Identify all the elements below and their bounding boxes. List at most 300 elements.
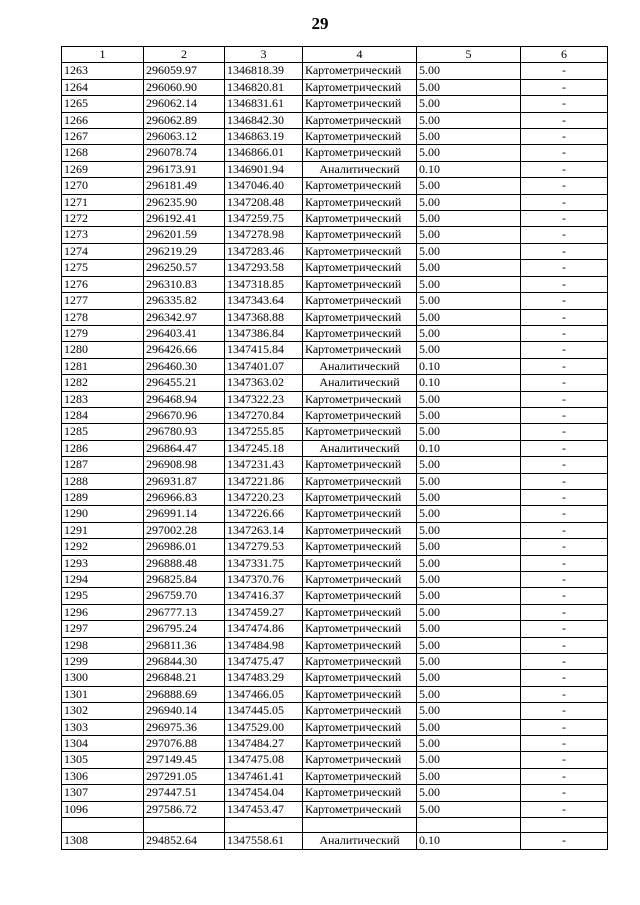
accuracy-cell: 5.00: [417, 309, 521, 325]
x-coordinate-cell: 296062.89: [144, 112, 225, 128]
description-cell: -: [521, 407, 608, 423]
point-number-cell: 1096: [62, 801, 144, 817]
y-coordinate-cell: 1347293.58: [225, 260, 303, 276]
y-coordinate-cell: 1347283.46: [225, 243, 303, 259]
accuracy-cell: 5.00: [417, 555, 521, 571]
description-cell: -: [521, 161, 608, 177]
description-cell: [521, 818, 608, 833]
point-number-cell: 1264: [62, 79, 144, 95]
x-coordinate-cell: 296986.01: [144, 539, 225, 555]
x-coordinate-cell: 296825.84: [144, 572, 225, 588]
accuracy-cell: 5.00: [417, 145, 521, 161]
description-cell: -: [521, 129, 608, 145]
accuracy-cell: 5.00: [417, 407, 521, 423]
description-cell: -: [521, 539, 608, 555]
description-cell: -: [521, 833, 608, 849]
description-cell: -: [521, 752, 608, 768]
table-row: [62, 833, 608, 849]
header-cell-5: 5: [417, 47, 521, 63]
accuracy-cell: 5.00: [417, 719, 521, 735]
y-coordinate-cell: 1347483.29: [225, 670, 303, 686]
x-coordinate-cell: 296468.94: [144, 391, 225, 407]
point-number-cell: 1292: [62, 539, 144, 555]
point-number-cell: 1297: [62, 621, 144, 637]
method-cell: Картометрический: [303, 342, 417, 358]
method-cell: Картометрический: [303, 654, 417, 670]
y-coordinate-cell: 1347459.27: [225, 604, 303, 620]
description-cell: -: [521, 391, 608, 407]
accuracy-cell: 5.00: [417, 457, 521, 473]
y-coordinate-cell: 1347445.05: [225, 703, 303, 719]
header-cell-3: 3: [225, 47, 303, 63]
method-cell: Картометрический: [303, 621, 417, 637]
table-row: [62, 260, 608, 276]
method-cell: Картометрический: [303, 736, 417, 752]
x-coordinate-cell: 297002.28: [144, 522, 225, 538]
table-row: [62, 424, 608, 440]
y-coordinate-cell: 1347226.66: [225, 506, 303, 522]
x-coordinate-cell: 296250.57: [144, 260, 225, 276]
table-row: [62, 654, 608, 670]
accuracy-cell: 5.00: [417, 572, 521, 588]
description-cell: -: [521, 686, 608, 702]
point-number-cell: 1268: [62, 145, 144, 161]
method-cell: Картометрический: [303, 145, 417, 161]
description-cell: -: [521, 227, 608, 243]
method-cell: Картометрический: [303, 588, 417, 604]
method-cell: Картометрический: [303, 276, 417, 292]
x-coordinate-cell: 296078.74: [144, 145, 225, 161]
accuracy-cell: 5.00: [417, 473, 521, 489]
point-number-cell: 1301: [62, 686, 144, 702]
y-coordinate-cell: 1346866.01: [225, 145, 303, 161]
table-row: [62, 785, 608, 801]
method-cell: Картометрический: [303, 424, 417, 440]
point-number-cell: 1289: [62, 489, 144, 505]
accuracy-cell: 5.00: [417, 588, 521, 604]
x-coordinate-cell: 296335.82: [144, 293, 225, 309]
point-number-cell: 1303: [62, 719, 144, 735]
table-row: [62, 325, 608, 341]
method-cell: Картометрический: [303, 686, 417, 702]
method-cell: Аналитический: [303, 161, 417, 177]
accuracy-cell: 5.00: [417, 785, 521, 801]
y-coordinate-cell: 1347318.85: [225, 276, 303, 292]
method-cell: Картометрический: [303, 227, 417, 243]
accuracy-cell: 5.00: [417, 522, 521, 538]
x-coordinate-cell: 296864.47: [144, 440, 225, 456]
point-number-cell: 1272: [62, 211, 144, 227]
accuracy-cell: 5.00: [417, 293, 521, 309]
y-coordinate-cell: 1347278.98: [225, 227, 303, 243]
table-row: [62, 440, 608, 456]
x-coordinate-cell: 296219.29: [144, 243, 225, 259]
accuracy-cell: 5.00: [417, 260, 521, 276]
x-coordinate-cell: 296455.21: [144, 375, 225, 391]
table-row: [62, 211, 608, 227]
accuracy-cell: 5.00: [417, 112, 521, 128]
table-row: [62, 457, 608, 473]
y-coordinate-cell: 1347416.37: [225, 588, 303, 604]
x-coordinate-cell: 296888.69: [144, 686, 225, 702]
description-cell: -: [521, 473, 608, 489]
point-number-cell: 1271: [62, 194, 144, 210]
method-cell: Картометрический: [303, 473, 417, 489]
accuracy-cell: 5.00: [417, 227, 521, 243]
point-number-cell: 1287: [62, 457, 144, 473]
x-coordinate-cell: 296460.30: [144, 358, 225, 374]
description-cell: -: [521, 63, 608, 79]
point-number-cell: 1269: [62, 161, 144, 177]
point-number-cell: 1306: [62, 768, 144, 784]
description-cell: -: [521, 670, 608, 686]
y-coordinate-cell: 1347368.88: [225, 309, 303, 325]
description-cell: -: [521, 145, 608, 161]
method-cell: Картометрический: [303, 96, 417, 112]
accuracy-cell: 5.00: [417, 752, 521, 768]
accuracy-cell: 5.00: [417, 670, 521, 686]
x-coordinate-cell: 296759.70: [144, 588, 225, 604]
point-number-cell: 1285: [62, 424, 144, 440]
method-cell: Картометрический: [303, 752, 417, 768]
accuracy-cell: 0.10: [417, 358, 521, 374]
accuracy-cell: 5.00: [417, 129, 521, 145]
table-row: [62, 637, 608, 653]
y-coordinate-cell: 1347270.84: [225, 407, 303, 423]
y-coordinate-cell: 1347231.43: [225, 457, 303, 473]
accuracy-cell: 5.00: [417, 276, 521, 292]
description-cell: -: [521, 522, 608, 538]
description-cell: -: [521, 243, 608, 259]
method-cell: Аналитический: [303, 358, 417, 374]
table-row: [62, 375, 608, 391]
description-cell: -: [521, 736, 608, 752]
y-coordinate-cell: 1347558.61: [225, 833, 303, 849]
description-cell: -: [521, 440, 608, 456]
accuracy-cell: 5.00: [417, 654, 521, 670]
table-row: [62, 736, 608, 752]
description-cell: -: [521, 375, 608, 391]
x-coordinate-cell: 297291.05: [144, 768, 225, 784]
description-cell: -: [521, 178, 608, 194]
table-row: [62, 621, 608, 637]
y-coordinate-cell: 1347461.41: [225, 768, 303, 784]
description-cell: -: [521, 506, 608, 522]
y-coordinate-cell: 1346820.81: [225, 79, 303, 95]
x-coordinate-cell: 296181.49: [144, 178, 225, 194]
method-cell: Картометрический: [303, 768, 417, 784]
method-cell: Картометрический: [303, 637, 417, 653]
method-cell: Картометрический: [303, 407, 417, 423]
x-coordinate-cell: 296975.36: [144, 719, 225, 735]
method-cell: Картометрический: [303, 293, 417, 309]
point-number-cell: 1308: [62, 833, 144, 849]
y-coordinate-cell: 1347279.53: [225, 539, 303, 555]
header-cell-4: 4: [303, 47, 417, 63]
y-coordinate-cell: 1347484.98: [225, 637, 303, 653]
x-coordinate-cell: 296844.30: [144, 654, 225, 670]
accuracy-cell: 5.00: [417, 801, 521, 817]
accuracy-cell: 5.00: [417, 342, 521, 358]
description-cell: -: [521, 637, 608, 653]
table-row: [62, 227, 608, 243]
y-coordinate-cell: 1347331.75: [225, 555, 303, 571]
description-cell: -: [521, 719, 608, 735]
method-cell: Картометрический: [303, 309, 417, 325]
table-row: [62, 489, 608, 505]
x-coordinate-cell: 296235.90: [144, 194, 225, 210]
x-coordinate-cell: 296670.96: [144, 407, 225, 423]
x-coordinate-cell: 296403.41: [144, 325, 225, 341]
point-number-cell: 1273: [62, 227, 144, 243]
accuracy-cell: 5.00: [417, 703, 521, 719]
accuracy-cell: 5.00: [417, 96, 521, 112]
y-coordinate-cell: 1347343.64: [225, 293, 303, 309]
y-coordinate-cell: 1347259.75: [225, 211, 303, 227]
table-header-row: [62, 47, 608, 63]
accuracy-cell: 5.00: [417, 768, 521, 784]
y-coordinate-cell: 1347484.27: [225, 736, 303, 752]
accuracy-cell: 5.00: [417, 243, 521, 259]
table-row: [62, 522, 608, 538]
y-coordinate-cell: 1346842.30: [225, 112, 303, 128]
accuracy-cell: 5.00: [417, 637, 521, 653]
x-coordinate-cell: 296201.59: [144, 227, 225, 243]
point-number-cell: 1307: [62, 785, 144, 801]
accuracy-cell: 5.00: [417, 194, 521, 210]
point-number-cell: 1302: [62, 703, 144, 719]
x-coordinate-cell: 296780.93: [144, 424, 225, 440]
x-coordinate-cell: 297076.88: [144, 736, 225, 752]
page-number: 29: [311, 14, 329, 33]
header-cell-2: 2: [144, 47, 225, 63]
x-coordinate-cell: 296063.12: [144, 129, 225, 145]
y-coordinate-cell: [225, 818, 303, 833]
point-number-cell: 1275: [62, 260, 144, 276]
coordinates-table: [61, 46, 608, 850]
y-coordinate-cell: 1347401.07: [225, 358, 303, 374]
description-cell: -: [521, 260, 608, 276]
table-row: [62, 555, 608, 571]
y-coordinate-cell: 1347474.86: [225, 621, 303, 637]
description-cell: -: [521, 457, 608, 473]
accuracy-cell: 5.00: [417, 178, 521, 194]
y-coordinate-cell: 1346901.94: [225, 161, 303, 177]
y-coordinate-cell: 1347220.23: [225, 489, 303, 505]
point-number-cell: 1290: [62, 506, 144, 522]
method-cell: Картометрический: [303, 670, 417, 686]
x-coordinate-cell: 296848.21: [144, 670, 225, 686]
method-cell: Картометрический: [303, 243, 417, 259]
accuracy-cell: 5.00: [417, 63, 521, 79]
accuracy-cell: 5.00: [417, 506, 521, 522]
x-coordinate-cell: 296931.87: [144, 473, 225, 489]
y-coordinate-cell: 1347255.85: [225, 424, 303, 440]
method-cell: Картометрический: [303, 555, 417, 571]
point-number-cell: 1299: [62, 654, 144, 670]
table-row: [62, 768, 608, 784]
table-row: [62, 473, 608, 489]
table-row: [62, 686, 608, 702]
description-cell: -: [521, 79, 608, 95]
accuracy-cell: 5.00: [417, 686, 521, 702]
point-number-cell: 1300: [62, 670, 144, 686]
method-cell: Картометрический: [303, 506, 417, 522]
description-cell: -: [521, 194, 608, 210]
y-coordinate-cell: 1346818.39: [225, 63, 303, 79]
description-cell: -: [521, 309, 608, 325]
description-cell: -: [521, 489, 608, 505]
description-cell: -: [521, 325, 608, 341]
description-cell: -: [521, 785, 608, 801]
table-row: [62, 63, 608, 79]
accuracy-cell: 5.00: [417, 539, 521, 555]
y-coordinate-cell: 1347370.76: [225, 572, 303, 588]
y-coordinate-cell: 1347386.84: [225, 325, 303, 341]
description-cell: -: [521, 572, 608, 588]
y-coordinate-cell: 1347221.86: [225, 473, 303, 489]
point-number-cell: 1305: [62, 752, 144, 768]
table-row: [62, 112, 608, 128]
description-cell: -: [521, 358, 608, 374]
method-cell: Картометрический: [303, 785, 417, 801]
method-cell: Картометрический: [303, 522, 417, 538]
y-coordinate-cell: 1347415.84: [225, 342, 303, 358]
point-number-cell: 1280: [62, 342, 144, 358]
x-coordinate-cell: 296059.97: [144, 63, 225, 79]
y-coordinate-cell: 1347245.18: [225, 440, 303, 456]
x-coordinate-cell: 296908.98: [144, 457, 225, 473]
accuracy-cell: 5.00: [417, 211, 521, 227]
method-cell: Картометрический: [303, 260, 417, 276]
y-coordinate-cell: 1347208.48: [225, 194, 303, 210]
method-cell: Картометрический: [303, 129, 417, 145]
point-number-cell: 1288: [62, 473, 144, 489]
point-number-cell: 1296: [62, 604, 144, 620]
y-coordinate-cell: 1347475.08: [225, 752, 303, 768]
accuracy-cell: 5.00: [417, 79, 521, 95]
description-cell: -: [521, 588, 608, 604]
x-coordinate-cell: 296060.90: [144, 79, 225, 95]
method-cell: Картометрический: [303, 703, 417, 719]
description-cell: -: [521, 342, 608, 358]
x-coordinate-cell: 296777.13: [144, 604, 225, 620]
table-body: [62, 47, 608, 850]
y-coordinate-cell: 1347454.04: [225, 785, 303, 801]
table-row: [62, 670, 608, 686]
method-cell: Картометрический: [303, 211, 417, 227]
y-coordinate-cell: 1347046.40: [225, 178, 303, 194]
y-coordinate-cell: 1347363.02: [225, 375, 303, 391]
accuracy-cell: 5.00: [417, 621, 521, 637]
table-row: [62, 178, 608, 194]
header-cell-1: 1: [62, 47, 144, 63]
point-number-cell: 1282: [62, 375, 144, 391]
method-cell: Аналитический: [303, 375, 417, 391]
method-cell: [303, 818, 417, 833]
x-coordinate-cell: 296966.83: [144, 489, 225, 505]
table-row: [62, 719, 608, 735]
y-coordinate-cell: 1346831.61: [225, 96, 303, 112]
accuracy-cell: 0.10: [417, 440, 521, 456]
method-cell: Картометрический: [303, 194, 417, 210]
x-coordinate-cell: 296888.48: [144, 555, 225, 571]
point-number-cell: 1291: [62, 522, 144, 538]
table-row: [62, 588, 608, 604]
table-row: [62, 604, 608, 620]
table-row: [62, 243, 608, 259]
point-number-cell: 1266: [62, 112, 144, 128]
point-number-cell: 1277: [62, 293, 144, 309]
point-number-cell: 1284: [62, 407, 144, 423]
table-row: [62, 293, 608, 309]
method-cell: Аналитический: [303, 440, 417, 456]
point-number-cell: 1265: [62, 96, 144, 112]
point-number-cell: 1270: [62, 178, 144, 194]
y-coordinate-cell: 1347466.05: [225, 686, 303, 702]
header-cell-6: 6: [521, 47, 608, 63]
method-cell: Картометрический: [303, 539, 417, 555]
table-row: [62, 145, 608, 161]
x-coordinate-cell: 297447.51: [144, 785, 225, 801]
y-coordinate-cell: 1347475.47: [225, 654, 303, 670]
point-number-cell: 1286: [62, 440, 144, 456]
x-coordinate-cell: 296811.36: [144, 637, 225, 653]
method-cell: Картометрический: [303, 604, 417, 620]
table-row: [62, 391, 608, 407]
table-row: [62, 506, 608, 522]
accuracy-cell: 0.10: [417, 833, 521, 849]
point-number-cell: 1263: [62, 63, 144, 79]
point-number-cell: 1274: [62, 243, 144, 259]
table-row: [62, 752, 608, 768]
accuracy-cell: 0.10: [417, 375, 521, 391]
x-coordinate-cell: 296342.97: [144, 309, 225, 325]
point-number-cell: 1267: [62, 129, 144, 145]
y-coordinate-cell: 1346863.19: [225, 129, 303, 145]
x-coordinate-cell: 296062.14: [144, 96, 225, 112]
x-coordinate-cell: 296991.14: [144, 506, 225, 522]
table-row: [62, 818, 608, 833]
method-cell: Картометрический: [303, 391, 417, 407]
x-coordinate-cell: 296426.66: [144, 342, 225, 358]
table-row: [62, 161, 608, 177]
accuracy-cell: 5.00: [417, 736, 521, 752]
description-cell: -: [521, 555, 608, 571]
table-row: [62, 358, 608, 374]
x-coordinate-cell: 296310.83: [144, 276, 225, 292]
x-coordinate-cell: 296192.41: [144, 211, 225, 227]
table-row: [62, 129, 608, 145]
method-cell: Картометрический: [303, 572, 417, 588]
point-number-cell: 1293: [62, 555, 144, 571]
method-cell: Картометрический: [303, 801, 417, 817]
accuracy-cell: 5.00: [417, 604, 521, 620]
description-cell: -: [521, 768, 608, 784]
point-number-cell: 1279: [62, 325, 144, 341]
point-number-cell: 1281: [62, 358, 144, 374]
x-coordinate-cell: 294852.64: [144, 833, 225, 849]
x-coordinate-cell: 296173.91: [144, 161, 225, 177]
y-coordinate-cell: 1347453.47: [225, 801, 303, 817]
accuracy-cell: 5.00: [417, 489, 521, 505]
x-coordinate-cell: 296795.24: [144, 621, 225, 637]
table-row: [62, 342, 608, 358]
table-row: [62, 407, 608, 423]
x-coordinate-cell: 297586.72: [144, 801, 225, 817]
table-row: [62, 572, 608, 588]
table-row: [62, 703, 608, 719]
